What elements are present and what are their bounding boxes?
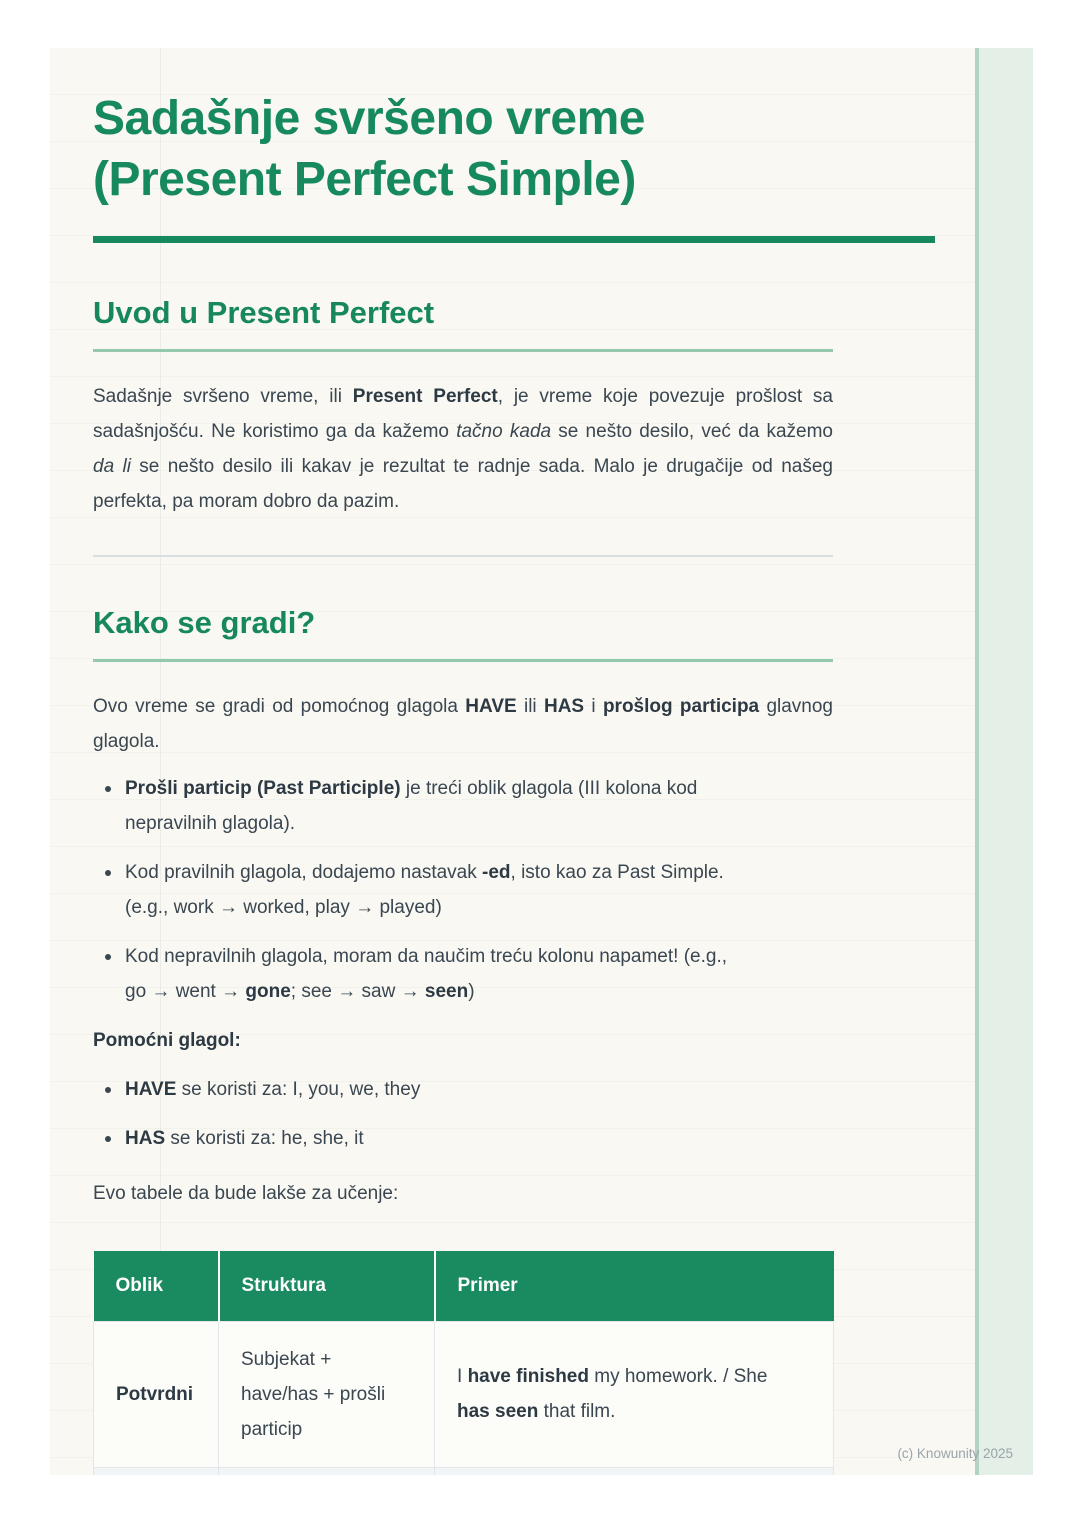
build-paragraph: Ovo vreme se gradi od pomoćnog glagola HAVE ili HAS i prošlog participa glavnog glagola. (93, 696, 833, 752)
table-header-struktura: Struktura (219, 1251, 435, 1321)
right-decorative-stripe (975, 48, 1033, 1475)
table-cell-empty (219, 1467, 435, 1475)
list-item: Prošli particip (Past Participle) je treći oblik glagola (III kolona kod nepravilnih glagola). (93, 771, 833, 841)
section-divider (93, 555, 833, 557)
table-cell-empty (94, 1467, 219, 1475)
auxiliary-bullet-list (93, 1072, 833, 1156)
table-header-primer: Primer (435, 1251, 834, 1321)
document-title-line2: (Present Perfect Simple) (93, 153, 636, 206)
list-item: HAVE se koristi za: I, you, we, they (93, 1072, 833, 1107)
heading-underline (93, 349, 833, 352)
table-row (94, 1321, 834, 1467)
table-header-oblik: Oblik (94, 1251, 219, 1321)
table-header-row (94, 1251, 834, 1321)
table-cell-primer: I have finished my homework. / She has seen that film. (435, 1321, 834, 1467)
table-row-clipped (94, 1467, 834, 1475)
copyright-footer: (c) Knowunity 2025 (897, 1446, 1013, 1461)
title-rule (93, 236, 935, 243)
table-cell-struktura: Subjekat + have/has + prošli particip (219, 1321, 435, 1467)
intro-paragraph: Sadašnje svršeno vreme, ili Present Perfect, je vreme koje povezuje prošlost sa sadašnjošću. Ne koristimo ga da kažemo tačno kada se nešto desilo, već da kažemo da li se nešto desilo ili kakav je rezultat te radnje sada. Malo je drugačije od našeg perfekta, pa moram dobro da pazim. (93, 386, 833, 512)
grammar-forms-table (93, 1251, 834, 1475)
document-title (93, 48, 833, 210)
section-heading-intro: Uvod u Present Perfect (93, 295, 435, 330)
table-cell-empty (435, 1467, 834, 1475)
document-title-line1: Sadašnje svršeno vreme (93, 92, 645, 145)
list-item: HAS se koristi za: he, she, it (93, 1121, 833, 1156)
table-cell-oblik: Potvrdni (94, 1321, 219, 1467)
list-item: Kod pravilnih glagola, dodajemo nastavak -ed, isto kao za Past Simple. (e.g., work → worked, play → played) (93, 855, 833, 925)
section-heading-build: Kako se gradi? (93, 605, 316, 640)
page-content (93, 48, 833, 1475)
document-page (50, 48, 1033, 1475)
participle-bullet-list (93, 771, 833, 1009)
list-item: Kod nepravilnih glagola, moram da naučim treću kolonu napamet! (e.g., go → went → gone; see → saw → seen) (93, 939, 833, 1009)
table-lead-text: Evo tabele da bude lakše za učenje: (93, 1183, 399, 1204)
heading-underline (93, 659, 833, 662)
auxiliary-verb-heading: Pomoćni glagol: (93, 1030, 241, 1051)
